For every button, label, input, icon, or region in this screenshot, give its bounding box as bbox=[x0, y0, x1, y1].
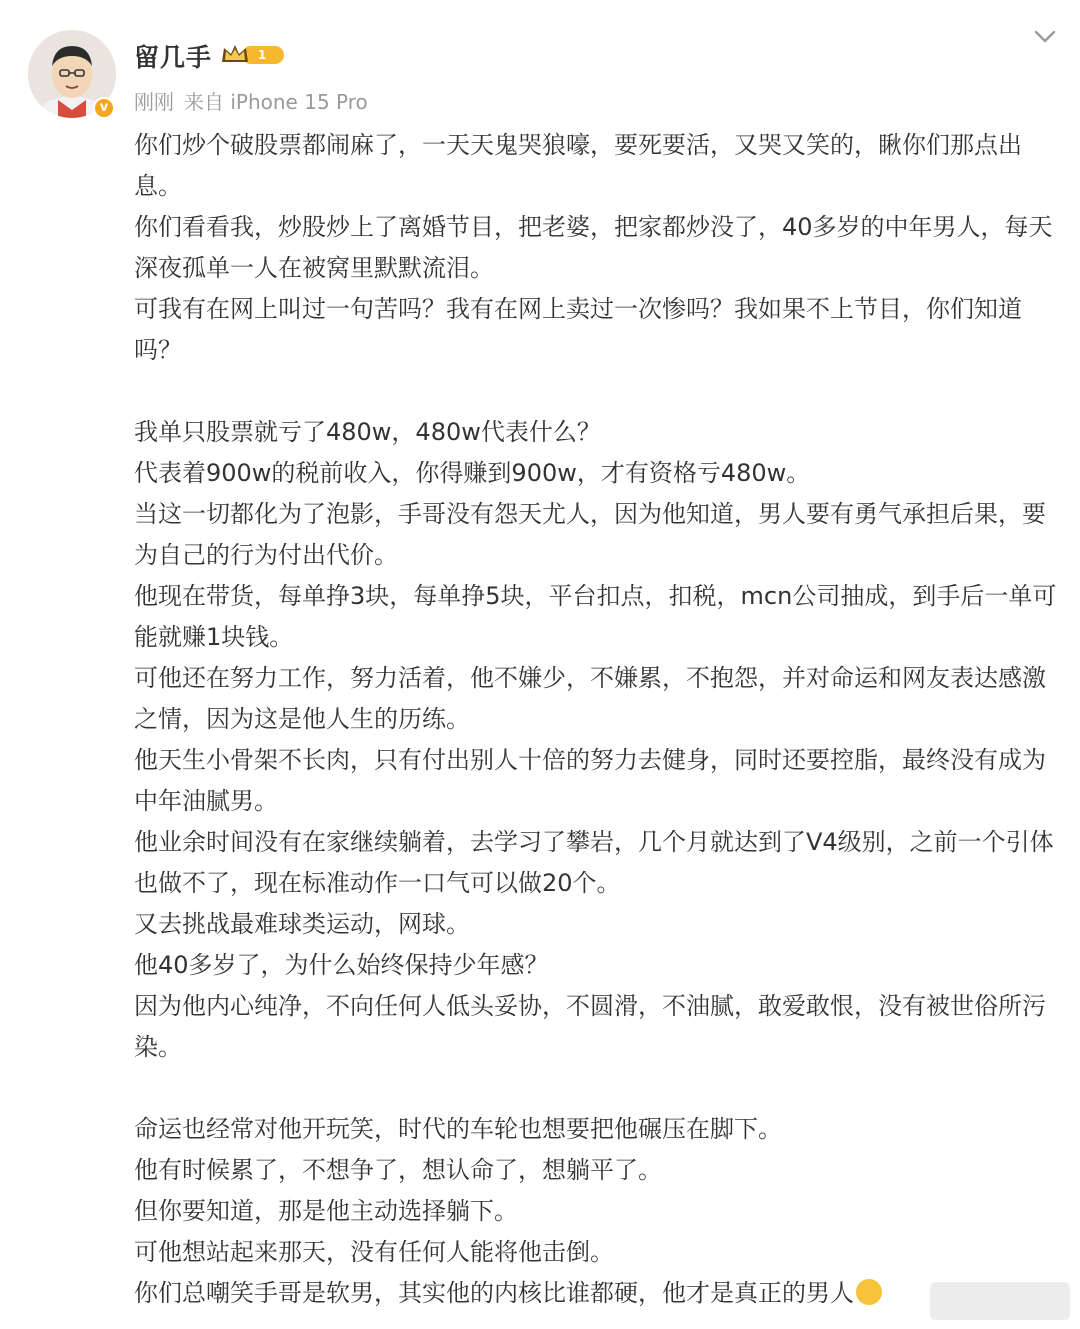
chevron-down-icon[interactable] bbox=[1032, 26, 1058, 46]
post-header bbox=[0, 0, 1080, 130]
blank-line bbox=[134, 371, 1064, 412]
post-paragraph: 但你要知道，那是他主动选择躺下。 bbox=[134, 1197, 518, 1225]
post-paragraph: 他天生小骨架不长肉，只有付出别人十倍的努力去健身，同时还要控脂，最终没有成为中年油腻男。 bbox=[134, 746, 1046, 815]
post-paragraph: 命运也经常对他开玩笑，时代的车轮也想要把他碾压在脚下。 bbox=[134, 1115, 782, 1143]
watermark-overlay bbox=[930, 1282, 1070, 1320]
post-paragraph: 他有时候累了，不想争了，想认命了，想躺平了。 bbox=[134, 1156, 662, 1184]
post-time: 刚刚 bbox=[134, 90, 174, 114]
post-paragraph: 可我有在网上叫过一句苦吗？我有在网上卖过一次惨吗？我如果不上节目，你们知道吗？ bbox=[134, 295, 1022, 364]
post-paragraph: 你们看看我，炒股炒上了离婚节目，把老婆，把家都炒没了，40多岁的中年男人，每天深夜孤单一人在被窝里默默流泪。 bbox=[134, 213, 1053, 282]
post-paragraph: 他业余时间没有在家继续躺着，去学习了攀岩，几个月就达到了V4级别，之前一个引体也做不了，现在标准动作一口气可以做20个。 bbox=[134, 828, 1054, 897]
author-name[interactable]: 留几手 bbox=[134, 43, 213, 72]
post-paragraph: 可他想站起来那天，没有任何人能将他击倒。 bbox=[134, 1238, 614, 1266]
emoji-icon bbox=[856, 1279, 882, 1305]
blank-line bbox=[134, 1068, 1064, 1109]
post-paragraph: 当这一切都化为了泡影，手哥没有怨天尤人，因为他知道，男人要有勇气承担后果，要为自己的行为付出代价。 bbox=[134, 500, 1046, 569]
verified-badge-icon: v bbox=[93, 97, 115, 119]
post-paragraph: 可他还在努力工作，努力活着，他不嫌少，不嫌累，不抱怨，并对命运和网友表达感激之情，因为这是他人生的历练。 bbox=[134, 664, 1046, 733]
post-paragraph: 因为他内心纯净，不向任何人低头妥协，不圆滑，不油腻，敢爱敢恨，没有被世俗所污染。 bbox=[134, 992, 1046, 1061]
post-meta bbox=[134, 86, 368, 115]
post-paragraph-last bbox=[134, 1273, 1064, 1314]
post-paragraph: 代表着900w的税前收入，你得赚到900w，才有资格亏480w。 bbox=[134, 459, 811, 487]
post-paragraph: 他现在带货，每单挣3块，每单挣5块，平台扣点，扣税，mcn公司抽成，到手后一单可能就赚1块钱。 bbox=[134, 582, 1057, 651]
post-paragraph-text: 你们总嘲笑手哥是软男，其实他的内核比谁都硬，他才是真正的男人 bbox=[134, 1279, 854, 1307]
post-paragraph: 你们炒个破股票都闹麻了，一天天鬼哭狼嚎，要死要活，又哭又笑的，瞅你们那点出息。 bbox=[134, 131, 1022, 200]
post-paragraph: 又去挑战最难球类运动，网球。 bbox=[134, 910, 470, 938]
post-body bbox=[134, 125, 1064, 1314]
post-source[interactable]: 来自 iPhone 15 Pro bbox=[184, 90, 368, 114]
post-paragraph: 我单只股票就亏了480w，480w代表什么？ bbox=[134, 418, 601, 446]
post-paragraph: 他40多岁了，为什么始终保持少年感？ bbox=[134, 951, 549, 979]
vip-level-number: 1 bbox=[257, 48, 267, 62]
